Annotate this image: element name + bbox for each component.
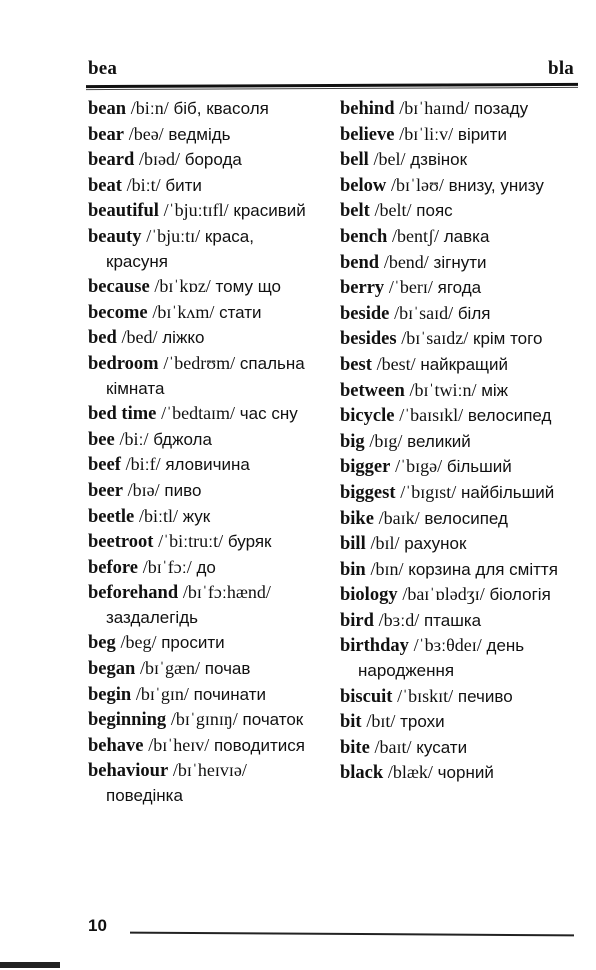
entry-headword: beauty <box>88 226 142 247</box>
dictionary-entry <box>88 325 320 351</box>
entry-headword: become <box>88 302 148 323</box>
dictionary-entry <box>88 300 320 326</box>
entry-headword: behind <box>340 99 395 119</box>
entry-translation: красивий <box>233 201 306 221</box>
entry-translation: поводитися <box>213 735 305 755</box>
entry-headword: bike <box>340 508 374 529</box>
entry-headword: bill <box>340 534 366 555</box>
entry-transcription: /ˈbedtaɪm/ <box>161 403 236 424</box>
entry-translation: біля <box>457 303 491 323</box>
dictionary-entry <box>340 760 576 786</box>
dictionary-entry <box>88 529 320 555</box>
entry-translation: найкращий <box>420 354 509 374</box>
entry-transcription: /ˈbjuːtɪfl/ <box>163 200 229 221</box>
entry-headword: believe <box>340 124 395 145</box>
entry-headword: bird <box>340 610 374 631</box>
running-head-right: bla <box>548 58 574 79</box>
dictionary-entry <box>340 557 576 583</box>
dictionary-entry <box>88 555 320 581</box>
entry-transcription: /ˈbɜːθdeɪ/ <box>413 635 482 656</box>
footer-rule <box>130 932 574 937</box>
entry-transcription: /beg/ <box>120 632 157 653</box>
entry-headword: beside <box>340 303 390 324</box>
entry-transcription: /ˈbedrʊm/ <box>163 352 236 373</box>
entry-transcription: /biːtl/ <box>138 505 178 526</box>
entry-headword: bed <box>88 328 117 349</box>
dictionary-entry <box>88 274 320 300</box>
dictionary-entry <box>340 250 576 276</box>
dictionary-entry <box>88 96 320 122</box>
entry-transcription: /beə/ <box>128 123 164 144</box>
dictionary-entry <box>340 147 576 173</box>
entry-translation: чорний <box>437 763 494 783</box>
entry-transcription: /bɪˈgɪnɪŋ/ <box>170 709 238 730</box>
dictionary-entry <box>340 275 576 301</box>
entry-transcription: /bɪˈliːv/ <box>399 123 454 144</box>
entry-transcription: /bɪˈhaɪnd/ <box>399 98 470 118</box>
entry-translation: спальна кімната <box>106 353 305 398</box>
entry-headword: birthday <box>340 636 409 657</box>
entry-translation: до <box>196 557 216 577</box>
entry-translation: лавка <box>443 226 490 246</box>
entry-translation: біологія <box>489 585 551 605</box>
dictionary-entry <box>88 147 320 173</box>
entry-translation: пояс <box>416 201 453 221</box>
entry-transcription: /baɪk/ <box>378 507 420 528</box>
entry-translation: жук <box>182 506 211 526</box>
entry-transcription: /bɪˈkʌm/ <box>152 301 215 322</box>
entry-translation: корзина для сміття <box>408 559 558 579</box>
entry-transcription: /biː/ <box>119 428 149 449</box>
entry-headword: beat <box>88 175 122 196</box>
entry-translation: пташка <box>423 610 482 630</box>
entry-translation: печиво <box>457 686 513 706</box>
entry-headword: beetle <box>88 506 135 527</box>
dictionary-entry <box>340 173 576 199</box>
entry-translation: краса, красуня <box>106 226 254 271</box>
entry-transcription: /bentʃ/ <box>392 225 440 246</box>
dictionary-entry <box>88 427 320 453</box>
dictionary-entry <box>88 224 320 274</box>
entry-translation: ягода <box>437 278 482 298</box>
dictionary-entry <box>340 454 576 480</box>
entry-translation: час сну <box>239 404 298 424</box>
entry-translation: біб, квасоля <box>173 99 269 118</box>
entry-headword: bed time <box>88 404 157 425</box>
dictionary-entry <box>88 122 320 148</box>
entry-headword: bend <box>340 252 380 273</box>
entry-headword: below <box>340 175 387 196</box>
dictionary-entry <box>340 429 576 455</box>
entry-headword: bicycle <box>340 406 395 427</box>
entry-headword: biscuit <box>340 686 393 707</box>
entry-translation: ліжко <box>162 328 205 348</box>
dictionary-entry <box>88 580 320 630</box>
entry-headword: because <box>88 277 150 298</box>
entry-transcription: /bend/ <box>383 251 429 272</box>
running-head-left: bea <box>88 58 118 79</box>
entry-translation: ведмідь <box>168 124 231 144</box>
entry-transcription: /bɪˈləʊ/ <box>390 174 444 195</box>
dictionary-entry <box>88 733 320 759</box>
entry-transcription: /ˈbiːtruːt/ <box>158 531 224 552</box>
dictionary-entry <box>340 301 576 327</box>
entry-headword: bell <box>340 150 369 171</box>
dictionary-entry <box>88 504 320 530</box>
entry-headword: began <box>88 659 136 680</box>
dictionary-entry <box>340 352 576 378</box>
dictionary-entry <box>340 684 576 710</box>
entry-headword: best <box>340 354 372 375</box>
dictionary-entry <box>88 452 320 478</box>
entry-transcription: /ˈbjuːtɪ/ <box>146 225 201 246</box>
entry-transcription: /bɜːd/ <box>378 609 420 630</box>
entry-translation: найбільший <box>460 482 555 502</box>
dictionary-entry <box>88 656 320 682</box>
scan-edge-mark <box>0 962 60 968</box>
entry-transcription: /bɪˈfɔː/ <box>142 556 192 577</box>
entry-transcription: /bɪˈheɪv/ <box>148 734 210 755</box>
dictionary-entry <box>340 326 576 352</box>
entry-transcription: /bɪn/ <box>370 558 404 579</box>
entry-translation: велосипед <box>467 406 552 426</box>
entry-headword: beetroot <box>88 532 154 553</box>
dictionary-entry <box>88 758 320 808</box>
entry-translation: трохи <box>400 712 445 732</box>
entry-transcription: /bɪg/ <box>369 430 403 451</box>
entry-transcription: /baɪt/ <box>374 736 412 757</box>
entry-headword: beard <box>88 150 135 171</box>
dictionary-entry <box>88 401 320 427</box>
entry-translation: почав <box>204 659 251 679</box>
dictionary-entry <box>340 582 576 608</box>
dictionary-entry <box>340 198 576 224</box>
entry-transcription: /biːt/ <box>126 174 161 195</box>
entry-headword: bite <box>340 737 370 758</box>
entry-transcription: /bɪˈkɒz/ <box>154 276 211 297</box>
entry-headword: behaviour <box>88 761 169 782</box>
entry-transcription: /bɪˈgɪn/ <box>135 683 189 704</box>
entry-transcription: /biːn/ <box>130 98 169 118</box>
entry-transcription: /ˈbɪskɪt/ <box>397 685 454 706</box>
entry-headword: beer <box>88 480 123 501</box>
page-number: 10 <box>88 916 107 935</box>
dictionary-entry <box>88 173 320 199</box>
entry-transcription: /ˈbaɪsɪkl/ <box>399 405 464 426</box>
entry-translation: зігнути <box>433 252 487 272</box>
entry-translation: більший <box>446 457 512 477</box>
entry-transcription: /belt/ <box>374 200 412 221</box>
dictionary-entry <box>340 608 576 634</box>
entry-headword: bin <box>340 559 366 580</box>
entry-headword: beginning <box>88 710 167 731</box>
entry-translation: буряк <box>227 532 272 552</box>
entry-headword: between <box>340 380 405 401</box>
entry-headword: beforehand <box>88 583 179 604</box>
entry-translation: день народження <box>358 636 525 681</box>
entry-headword: berry <box>340 278 385 299</box>
left-column <box>88 96 320 809</box>
entry-transcription: /bɪt/ <box>366 711 396 732</box>
dictionary-entry <box>88 707 320 733</box>
entry-headword: beautiful <box>88 201 159 222</box>
entry-translation: дзвінок <box>410 150 468 170</box>
dictionary-entry <box>340 709 576 735</box>
entry-transcription: /ˈbɪgɪst/ <box>400 481 457 502</box>
entry-transcription: /bɪˈsaɪd/ <box>394 302 454 323</box>
entry-headword: bench <box>340 226 388 247</box>
entry-headword: bear <box>88 124 124 145</box>
entry-transcription: /bɪəd/ <box>138 149 180 170</box>
entry-headword: bit <box>340 712 362 733</box>
dictionary-entry <box>88 478 320 504</box>
entry-transcription: /ˈbɪgə/ <box>395 456 443 477</box>
entry-transcription: /best/ <box>376 353 416 374</box>
dictionary-entry <box>340 122 576 148</box>
dictionary-entry <box>340 96 576 122</box>
entry-translation: позаду <box>473 99 529 118</box>
entry-translation: внизу, унизу <box>448 175 544 195</box>
dictionary-entry <box>88 198 320 224</box>
entry-transcription: /bɪˈsaɪdz/ <box>401 328 469 349</box>
dictionary-entry <box>88 682 320 708</box>
dictionary-entry <box>88 630 320 656</box>
entry-translation: поведінка <box>106 786 183 806</box>
entry-translation: кусати <box>416 737 468 757</box>
entry-translation: рахунок <box>404 534 467 554</box>
entry-headword: bigger <box>340 457 391 478</box>
entry-translation: стати <box>219 302 262 322</box>
entry-headword: big <box>340 431 365 452</box>
dictionary-entry <box>340 531 576 557</box>
entry-translation: вірити <box>457 124 507 144</box>
dictionary-entry <box>88 351 320 401</box>
dictionary-entry <box>340 224 576 250</box>
entry-headword: besides <box>340 329 397 350</box>
entry-headword: black <box>340 763 384 784</box>
entry-headword: beef <box>88 455 121 476</box>
entry-translation: просити <box>161 633 225 653</box>
entry-translation: бити <box>165 175 202 195</box>
entry-transcription: /bɪˈgæn/ <box>140 658 201 679</box>
entry-translation: борода <box>184 150 242 170</box>
dictionary-entry <box>340 506 576 532</box>
dictionary-entry <box>340 480 576 506</box>
entry-transcription: /bɪə/ <box>127 479 160 500</box>
entry-translation: крім того <box>473 329 543 349</box>
entry-transcription: /bɪl/ <box>370 533 400 554</box>
entry-headword: bean <box>88 99 127 119</box>
entry-transcription: /baɪˈɒlədʒɪ/ <box>402 584 485 605</box>
entry-translation: починати <box>193 684 267 704</box>
dictionary-entry <box>340 633 576 683</box>
entry-transcription: /bɪˈtwiːn/ <box>409 379 477 400</box>
entry-translation: яловичина <box>165 455 250 475</box>
entry-headword: bedroom <box>88 353 159 374</box>
entry-translation: велосипед <box>424 508 508 528</box>
entry-headword: before <box>88 557 138 578</box>
entry-headword: beg <box>88 633 116 654</box>
entry-headword: biggest <box>340 482 396 503</box>
entry-translation: початок <box>242 710 304 730</box>
entry-headword: begin <box>88 684 132 705</box>
entry-translation: пиво <box>164 480 202 500</box>
entry-translation: великий <box>407 431 471 451</box>
entry-headword: biology <box>340 585 398 606</box>
entry-transcription: /bɪˈfɔːhænd/ <box>182 582 271 603</box>
entry-translation: бджола <box>153 429 212 449</box>
entry-headword: belt <box>340 201 370 222</box>
entry-headword: behave <box>88 735 144 756</box>
entry-transcription: /bed/ <box>121 327 158 348</box>
entry-transcription: /ˈberɪ/ <box>388 277 433 298</box>
entry-translation: тому що <box>215 277 281 297</box>
entry-translation: заздалегідь <box>106 607 198 627</box>
entry-transcription: /blæk/ <box>387 762 433 783</box>
entry-translation: між <box>481 380 509 400</box>
entry-transcription: /biːf/ <box>125 454 161 475</box>
dictionary-entry <box>340 735 576 761</box>
right-column <box>340 96 576 786</box>
entry-headword: bee <box>88 429 115 450</box>
entry-transcription: /bɪˈheɪvɪə/ <box>172 760 247 781</box>
dictionary-entry <box>340 403 576 429</box>
entry-transcription: /bel/ <box>373 149 406 170</box>
dictionary-entry <box>340 378 576 404</box>
